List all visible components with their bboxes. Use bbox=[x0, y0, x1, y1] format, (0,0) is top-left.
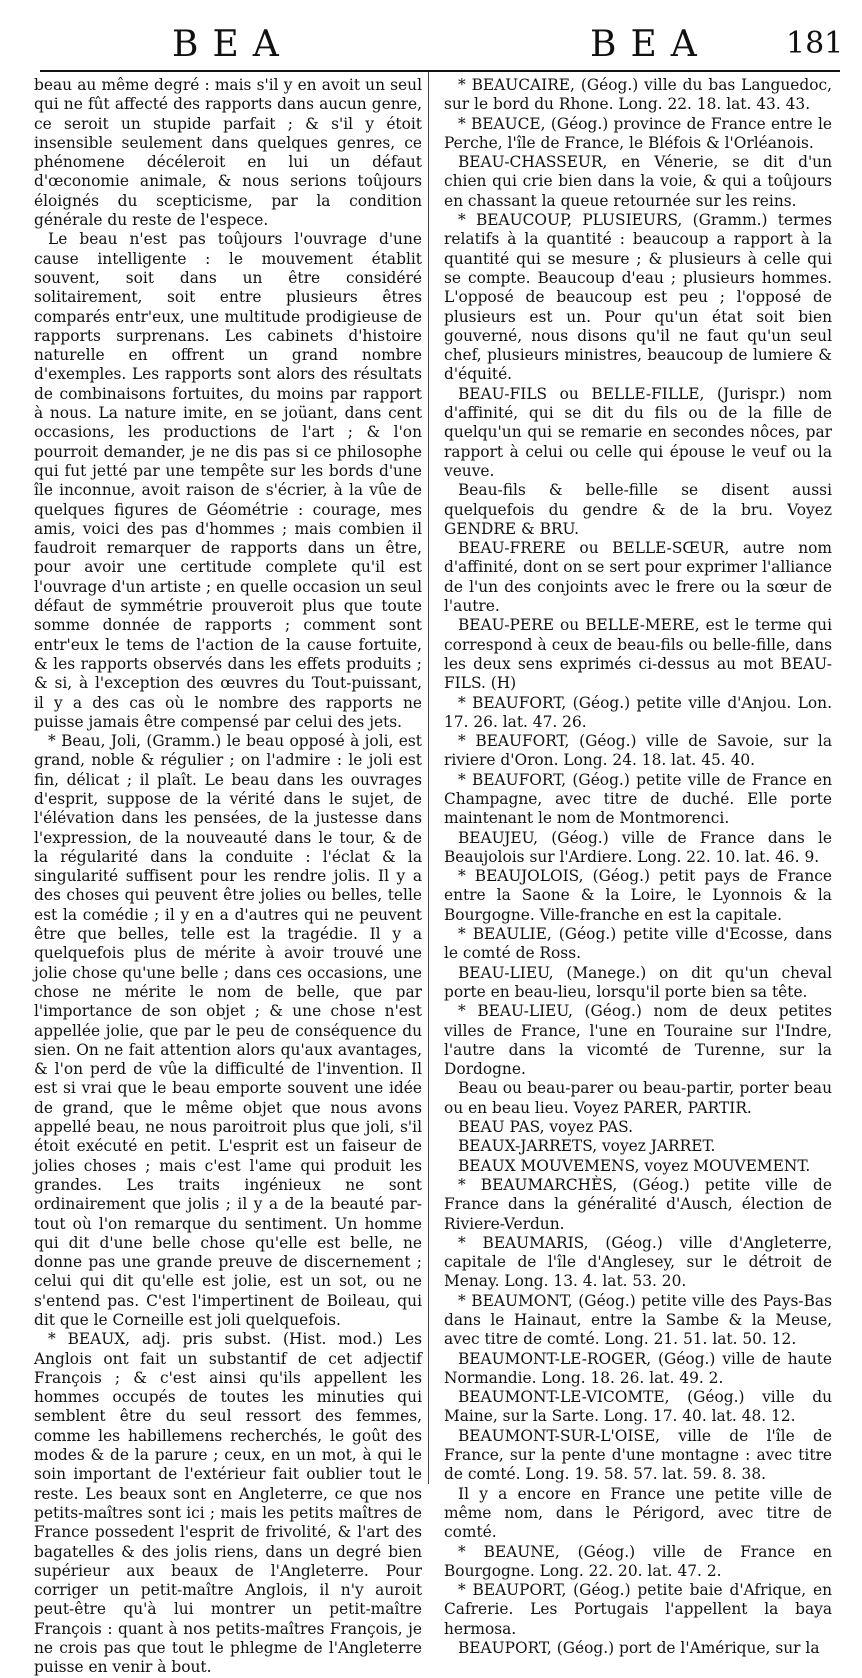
entry: BEAU PAS, voyez PAS. bbox=[458, 1118, 634, 1137]
entry: BEAUMONT-LE-VICOMTE, (Géog.) ville du Maine, sur la Sarte. Long. 17. 40. lat. 48. 12. bbox=[444, 1388, 832, 1426]
entry: * BEAUCOUP, PLUSIEURS, (Gramm.) termes relatifs à la quantité : beaucoup a rapport à la quantité qui se mesure ; & plusieurs à celle qui se compte. Beaucoup d'eau ; plusieurs hommes. L'opposé de beaucoup est peu ; l'opposé de plusieurs est un. Pour qu'un état soit bien gouverné, nous disons qu'il ne faut qu'un seul chef, plusieurs ministres, beaucoup de lumiere & d'équité. bbox=[444, 211, 832, 384]
entry: * BEAUMONT, (Géog.) petite ville des Pays-Bas dans le Hainaut, entre la Sambe & la Meuse, avec titre de comté. Long. 21. 51. lat. 50. 12. bbox=[444, 1291, 832, 1349]
entry: * BEAUJOLOIS, (Géog.) petit pays de France entre la Saone & la Loire, le Lyonnois & la Bourgogne. Ville-franche en est la capitale. bbox=[444, 867, 832, 924]
paragraph: beau au même degré : mais s'il y en avoit un seul qui ne fût affecté des rapports dans aucun genre, ce seroit un stupide parfait ; & s'il y étoit insensible seulement dans quelques genres, ce phénomene décéleroit en lui un défaut d'œconomie animale, & nous serions toûjours éloignés du scepticisme, par la condition générale du reste de l'espece. bbox=[34, 76, 422, 230]
entry: BEAUMONT-LE-ROGER, (Géog.) ville de haute Normandie. Long. 18. 26. lat. 49. 2. bbox=[444, 1349, 832, 1387]
entry: * BEAUMARIS, (Géog.) ville d'Angleterre, capitale de l'île d'Anglesey, sur le détroit de Menay. Long. 13. 4. lat. 53. 20. bbox=[444, 1233, 832, 1291]
entry: * BEAUFORT, (Géog.) ville de Savoie, sur la riviere d'Oron. Long. 24. 18. lat. 45. 40. bbox=[444, 732, 832, 770]
running-head-right: BEA bbox=[590, 24, 711, 65]
entry: Beau ou beau-parer ou beau-partir, porter beau ou en beau lieu. Voyez PARER, PARTIR. bbox=[444, 1079, 832, 1117]
column-divider bbox=[428, 72, 429, 1484]
entry: * BEAU-LIEU, (Géog.) nom de deux petites villes de France, l'une en Touraine sur l'Indre, l'autre dans la vicomté de Turenne, sur la Dordogne. bbox=[444, 1002, 832, 1079]
entry: * BEAUFORT, (Géog.) petite ville d'Anjou. Lon. 17. 26. lat. 47. 26. bbox=[444, 693, 832, 731]
entry: * BEAUNE, (Géog.) ville de France en Bourgogne. Long. 22. 20. lat. 47. 2. bbox=[444, 1542, 832, 1580]
entry: BEAU-FILS ou BELLE-FILLE, (Jurispr.) nom d'affinité, qui se dit du fils ou de la fille de quelqu'un qui se remarie en secondes nôces, par rapport à celui ou celle qui épouse le veuf ou la veuve. bbox=[444, 384, 832, 480]
entry: BEAUX-JARRETS, voyez JARRET. bbox=[458, 1137, 716, 1156]
entry: Il y a encore en France une petite ville de même nom, dans le Périgord, avec titre de comté. bbox=[444, 1484, 832, 1542]
right-column bbox=[444, 76, 832, 1658]
entry: BEAUMONT-SUR-L'OISE, ville de l'île de France, sur la pente d'une montagne : avec titre de comté. Long. 19. 58. 57. lat. 59. 8. 38. bbox=[444, 1426, 832, 1484]
entry: BEAUX MOUVEMENS, voyez MOUVEMENT. bbox=[458, 1156, 811, 1175]
entry: BEAUPORT, (Géog.) port de l'Amérique, sur la bbox=[458, 1639, 820, 1658]
entry: * BEAUFORT, (Géog.) petite ville de France en Champagne, avec titre de duché. Elle porte maintenant le nom de Montmorenci. bbox=[444, 770, 832, 828]
entry: BEAU-CHASSEUR, en Vénerie, se dit d'un chien qui crie bien dans la voie, & qui a toûjours en chassant la queue retournée sur les reins. bbox=[444, 153, 832, 210]
paragraph: Le beau n'est pas toûjours l'ouvrage d'une cause intelligente : le mouvement établit souvent, soit dans un être considéré solitairement, soit entre plusieurs êtres comparés entr'eux, une multitude prodigieuse de rapports surprenans. Les cabinets d'histoire naturelle en offrent un grand nombre d'exemples. Les rapports sont alors des résultats de combinaisons fortuites, du moins par rapport à nous. La nature imite, en se joüant, dans cent occasions, les productions de l'art ; & l'on pourroit demander, je ne dis pas si ce philosophe qui fut jetté par une tempête sur les bords d'une île inconnue, avoit raison de s'écrier, à la vûe de quelques figures de Géométrie : courage, mes amis, voici des pas d'hommes ; mais combien il faudroit remarquer de rapports dans un être, pour avoir une certitude complete qu'il est l'ouvrage d'un artiste ; en quelle occasion un seul défaut de symmétrie prouveroit plus que toute somme donnée de rapports ; comment sont entr'eux le tems de l'action de la cause fortuite, & les rapports observés dans les effets produits ; & si, à l'exception des œuvres du Tout-puissant, il y a des cas où le nombre des rapports ne puisse jamais être compensé par celui des jets. bbox=[34, 230, 422, 731]
entry: BEAU-LIEU, (Manege.) on dit qu'un cheval porte en beau-lieu, lorsqu'il porte bien sa tête. bbox=[444, 963, 832, 1001]
paragraph: * Beau, Joli, (Gramm.) le beau opposé à joli, est grand, noble & régulier ; on l'admire : le joli est fin, délicat ; il plaît. Le beau dans les ouvrages d'esprit, suppose de la vérité dans le sujet, de l'élévation dans les pensées, de la justesse dans l'expression, de la nouveauté dans le tour, & de la régularité dans la conduite : l'éclat & la singularité suffisent pour les rendre jolis. Il y a des choses qui peuvent être jolies ou belles, telle est la comédie ; il y en a d'autres qui ne peuvent être que belles, telle est la tragédie. Il y a quelquefois plus de mérite à avoir trouvé une jolie chose qu'une belle ; dans ces occasions, une chose ne mérite le nom de belle, que par l'importance de son objet ; & une chose n'est appellée jolie, que par le peu de conséquence du sien. On ne fait attention alors qu'aux avantages, & l'on perd de vûe la difficulté de l'invention. Il est si vrai que le beau emporte souvent une idée de grand, que le même objet que nous avons appellé beau, ne nous paroitroit plus que joli, s'il étoit exécuté en petit. L'esprit est un faiseur de jolies choses ; mais c'est l'ame qui produit les grandes. Les traits ingénieux ne sont ordinairement que jolis ; il y a de la beauté par-tout où l'on remarque du sentiment. Un homme qui dit d'une belle chose qu'elle est belle, ne donne pas une grande preuve de discernement ; celui qui dit qu'elle est jolie, est un sot, ou ne s'entend pas. C'est l'impertinent de Boileau, qui dit que le Corneille est joli quelquefois. bbox=[34, 732, 422, 1329]
paragraph: * BEAUX, adj. pris subst. (Hist. mod.) Les Anglois ont fait un substantif de cet adjectif François ; & c'est ainsi qu'ils appellent les hommes occupés de toutes les minuties qui semblent être du seul ressort des femmes, comme les habillemens recherchés, le goût des modes & de la parure ; ceux, en un mot, à qui le soin important de l'extérieur fait oublier tout le reste. Les beaux sont en Angleterre, ce que nos petits-maîtres sont ici ; mais les petits maîtres de France possedent l'esprit de frivolité, & l'art des bagatelles & des jolis riens, dans un degré bien supérieur aux beaux de l'Angleterre. Pour corriger un petit-maître Anglois, il n'y auroit peut-être qu'à lui montrer un petit-maître François : quant à nos petits-maîtres François, je ne crois pas que tout le phlegme de l'Angleterre puisse en venir à bout. bbox=[34, 1330, 422, 1677]
entry: Beau-fils & belle-fille se disent aussi quelquefois du gendre & de la bru. Voyez GENDRE & BRU. bbox=[444, 481, 832, 538]
entry: * BEAUPORT, (Géog.) petite baie d'Afrique, en Cafrerie. Les Portugais l'appellent la baya hermosa. bbox=[444, 1581, 832, 1638]
running-head-left: BEA bbox=[172, 24, 293, 65]
page-header bbox=[0, 18, 862, 68]
page-number: 181 bbox=[786, 26, 844, 61]
left-column bbox=[34, 76, 422, 1677]
entry: * BEAUMARCHÈS, (Géog.) petite ville de France dans la généralité d'Ausch, élection de Riviere-Verdun. bbox=[444, 1175, 832, 1233]
entry: * BEAUCE, (Géog.) province de France entre le Perche, l'île de France, le Bléfois & l'Orléanois. bbox=[444, 114, 832, 152]
header-rule bbox=[40, 70, 840, 72]
entry: * BEAUCAIRE, (Géog.) ville du bas Languedoc, sur le bord du Rhone. Long. 22. 18. lat. 43. 43. bbox=[444, 76, 832, 114]
entry: BEAU-PERE ou BELLE-MERE, est le terme qui correspond à ceux de beau-fils ou belle-fille, dans les deux sens exprimés ci-dessus au mot BEAU-FILS. (H) bbox=[444, 616, 832, 693]
entry: BEAUJEU, (Géog.) ville de France dans le Beaujolois sur l'Ardiere. Long. 22. 10. lat. 46. 9. bbox=[444, 828, 832, 866]
entry: * BEAULIE, (Géog.) petite ville d'Ecosse, dans le comté de Ross. bbox=[444, 925, 832, 963]
entry: BEAU-FRERE ou BELLE-SŒUR, autre nom d'affinité, dont on se sert pour exprimer l'alliance de l'un des conjoints avec le frere ou la sœur de l'autre. bbox=[444, 539, 832, 616]
